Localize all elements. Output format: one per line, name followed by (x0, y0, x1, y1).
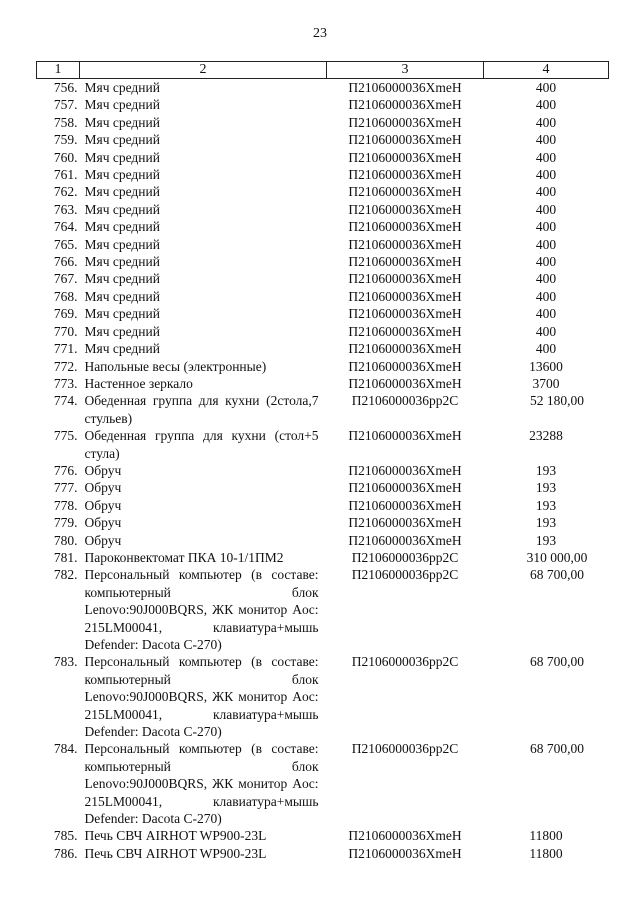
row-number: 763. (53, 201, 78, 217)
item-name: Обруч (84, 497, 122, 513)
table-row (37, 218, 609, 235)
item-name: Мяч средний (84, 254, 160, 270)
table-row (37, 653, 609, 740)
row-number: 760. (53, 149, 78, 165)
row-number: 786. (53, 845, 78, 861)
item-value: 11800 (529, 845, 563, 861)
row-number: 767. (53, 271, 78, 287)
item-value: 400 (535, 271, 557, 287)
row-number: 764. (53, 219, 78, 235)
table-row (37, 288, 609, 305)
item-name: Мяч средний (84, 201, 160, 217)
table-row (37, 183, 609, 200)
item-name: Мяч средний (84, 184, 160, 200)
table-row (37, 270, 609, 287)
row-number: 784. (53, 741, 78, 757)
table-row (37, 114, 609, 131)
item-name: Мяч средний (84, 114, 160, 130)
item-value: 400 (535, 114, 557, 130)
account-code: П2106000036ХmeН (348, 201, 462, 217)
item-name: Напольные весы (электронные) (84, 358, 267, 374)
table-row (37, 358, 609, 375)
account-code: П2106000036ХmeН (348, 184, 462, 200)
item-name: Обруч (84, 462, 122, 478)
account-code: П2106000036ХmeН (348, 80, 462, 95)
row-number: 775. (53, 428, 78, 444)
row-number: 779. (53, 515, 78, 531)
item-name: Обруч (84, 515, 122, 531)
item-value: 400 (535, 306, 557, 322)
account-code: П2106000036ХmeН (348, 845, 462, 861)
table-header (37, 62, 609, 79)
account-code: П2106000036ХmeН (348, 428, 462, 444)
account-code: П2106000036ХmeН (348, 532, 462, 548)
item-value: 400 (535, 80, 557, 95)
account-code: П2106000036ХmeН (348, 323, 462, 339)
account-code: П2106000036рр2С (351, 393, 459, 409)
item-value: 400 (535, 97, 557, 113)
table-row (37, 514, 609, 531)
account-code: П2106000036ХmeН (348, 254, 462, 270)
row-number: 774. (53, 393, 78, 409)
account-code: П2106000036ХmeН (348, 149, 462, 165)
header-col-number: 1 (37, 62, 80, 79)
item-name: Обеденная группа для кухни (2стола,7 стульев) (84, 393, 319, 426)
table-row (37, 375, 609, 392)
row-number: 762. (53, 184, 78, 200)
account-code: П2106000036ХmeН (348, 219, 462, 235)
item-value: 400 (535, 323, 557, 339)
item-name: Персональный компьютер (в составе: компьютерный блок Lenovo:90J000BQRS, ЖК монитор Aoc: 215LM00041, клавиатура+мышь Defender: Dacota C-270) (84, 741, 319, 827)
table-row (37, 497, 609, 514)
table-row (37, 131, 609, 148)
table-row (37, 532, 609, 549)
table-row (37, 201, 609, 218)
table-row (37, 392, 609, 427)
item-value: 400 (535, 341, 557, 357)
item-value: 193 (535, 497, 557, 513)
header-row (37, 62, 609, 79)
item-name: Мяч средний (84, 219, 160, 235)
table-row (37, 79, 609, 97)
account-code: П2106000036ХmeН (348, 515, 462, 531)
account-code: П2106000036ХmeН (348, 132, 462, 148)
table-body (37, 79, 609, 863)
row-number: 781. (53, 549, 78, 565)
item-value: 400 (535, 236, 557, 252)
account-code: П2106000036рр2С (351, 567, 459, 583)
row-number: 759. (53, 132, 78, 148)
item-value: 193 (535, 515, 557, 531)
item-name: Персональный компьютер (в составе: компьютерный блок Lenovo:90J000BQRS, ЖК монитор Aoc: 215LM00041, клавиатура+мышь Defender: Dacota C-270) (84, 654, 319, 740)
item-name: Мяч средний (84, 288, 160, 304)
item-value: 400 (535, 167, 557, 183)
account-code: П2106000036ХmeН (348, 306, 462, 322)
row-number: 769. (53, 306, 78, 322)
item-value: 193 (535, 532, 557, 548)
item-name: Печь СВЧ AIRHOT WP900-23L (84, 845, 267, 861)
item-name: Мяч средний (84, 167, 160, 183)
item-value: 52 180,00 (530, 393, 584, 409)
item-value: 68 700,00 (530, 654, 584, 670)
row-number: 768. (53, 288, 78, 304)
item-name: Обруч (84, 532, 122, 548)
table-row (37, 479, 609, 496)
row-number: 778. (53, 497, 78, 513)
item-value: 400 (535, 149, 557, 165)
row-number: 783. (53, 654, 78, 670)
item-name: Обеденная группа для кухни (стол+5 стула) (84, 428, 319, 461)
inventory-table (36, 61, 609, 862)
row-number: 756. (53, 80, 78, 95)
table-row (37, 236, 609, 253)
item-value: 23288 (529, 428, 563, 444)
item-value: 400 (535, 132, 557, 148)
account-code: П2106000036рр2С (351, 654, 459, 670)
item-name: Мяч средний (84, 323, 160, 339)
account-code: П2106000036рр2С (351, 741, 459, 757)
item-value: 400 (535, 201, 557, 217)
item-name: Мяч средний (84, 97, 160, 113)
table-row (37, 566, 609, 653)
header-col-code: 3 (327, 62, 484, 79)
account-code: П2106000036ХmeН (348, 497, 462, 513)
item-name: Настенное зеркало (84, 375, 193, 391)
account-code: П2106000036ХmeН (348, 480, 462, 496)
row-number: 780. (53, 532, 78, 548)
item-name: Печь СВЧ AIRHOT WP900-23L (84, 828, 267, 844)
table-row (37, 166, 609, 183)
item-name: Мяч средний (84, 132, 160, 148)
item-name: Персональный компьютер (в составе: компьютерный блок Lenovo:90J000BQRS, ЖК монитор Aoc: 215LM00041, клавиатура+мышь Defender: Dacota C-270) (84, 567, 319, 652)
row-number: 772. (53, 358, 78, 374)
account-code: П2106000036ХmeН (348, 358, 462, 374)
table-row (37, 740, 609, 827)
account-code: П2106000036рр2С (351, 549, 459, 565)
account-code: П2106000036ХmeН (348, 375, 462, 391)
table-row (37, 549, 609, 566)
table-row (37, 340, 609, 357)
account-code: П2106000036ХmeН (348, 167, 462, 183)
item-value: 3700 (532, 375, 560, 391)
row-number: 765. (53, 236, 78, 252)
item-value: 193 (535, 480, 557, 496)
table-row (37, 96, 609, 113)
item-value: 193 (535, 462, 557, 478)
item-name: Мяч средний (84, 80, 160, 95)
account-code: П2106000036ХmeН (348, 97, 462, 113)
item-value: 400 (535, 254, 557, 270)
item-value: 400 (535, 288, 557, 304)
account-code: П2106000036ХmeН (348, 341, 462, 357)
row-number: 782. (53, 567, 78, 583)
table-row (37, 323, 609, 340)
account-code: П2106000036ХmeН (348, 462, 462, 478)
account-code: П2106000036ХmeН (348, 114, 462, 130)
account-code: П2106000036ХmeН (348, 288, 462, 304)
item-value: 400 (535, 219, 557, 235)
row-number: 766. (53, 254, 78, 270)
item-name: Мяч средний (84, 341, 160, 357)
header-col-value: 4 (484, 62, 609, 79)
table-row (37, 149, 609, 166)
row-number: 777. (53, 480, 78, 496)
row-number: 761. (53, 167, 78, 183)
item-value: 68 700,00 (530, 741, 584, 757)
row-number: 771. (53, 341, 78, 357)
item-value: 310 000,00 (526, 549, 588, 565)
item-value: 11800 (529, 828, 563, 844)
account-code: П2106000036ХmeН (348, 271, 462, 287)
item-name: Пароконвектомат ПКА 10-1/1ПМ2 (84, 549, 284, 565)
header-col-name: 2 (80, 62, 327, 79)
item-name: Обруч (84, 480, 122, 496)
item-name: Мяч средний (84, 149, 160, 165)
row-number: 785. (53, 828, 78, 844)
item-value: 68 700,00 (530, 567, 584, 583)
table-row (37, 827, 609, 844)
page-number: 23 (313, 26, 327, 41)
item-name: Мяч средний (84, 271, 160, 287)
row-number: 758. (53, 114, 78, 130)
table-row (37, 462, 609, 479)
item-value: 13600 (529, 358, 563, 374)
item-name: Мяч средний (84, 306, 160, 322)
row-number: 770. (53, 323, 78, 339)
table-row (37, 427, 609, 462)
item-value: 400 (535, 184, 557, 200)
table-row (37, 253, 609, 270)
account-code: П2106000036ХmeН (348, 236, 462, 252)
row-number: 773. (53, 375, 78, 391)
table-row (37, 305, 609, 322)
account-code: П2106000036ХmeН (348, 828, 462, 844)
row-number: 757. (53, 97, 78, 113)
row-number: 776. (53, 462, 78, 478)
table-row (37, 845, 609, 862)
item-name: Мяч средний (84, 236, 160, 252)
